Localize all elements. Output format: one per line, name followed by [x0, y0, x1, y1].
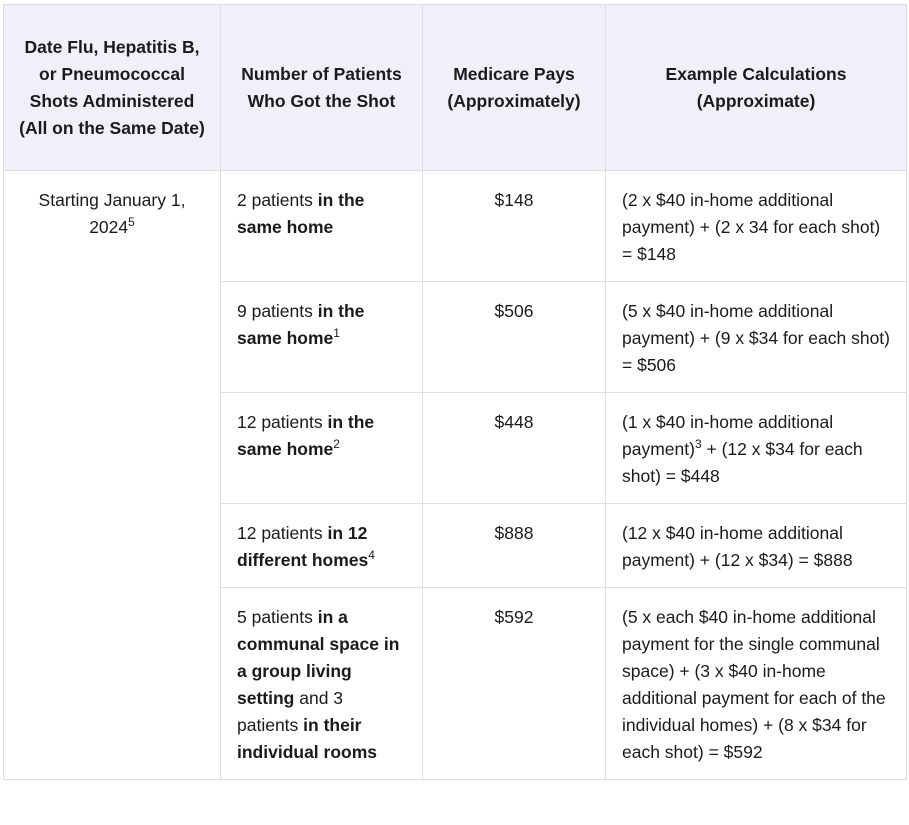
patients-cell — [221, 393, 423, 504]
medicare-pays-cell: $506 — [423, 282, 606, 393]
header-medicare-pays: Medicare Pays (Approximately) — [423, 5, 606, 171]
medicare-pays-cell: $448 — [423, 393, 606, 504]
patients-location-2: in their individual rooms — [237, 715, 378, 762]
header-patients: Number of Patients Who Got the Shot — [221, 5, 423, 171]
calculation-cell — [606, 171, 907, 282]
calculation-text: (1 x $40 in-home additional payment) — [622, 412, 834, 459]
footnote-marker: 3 — [694, 437, 702, 452]
patients-cell — [221, 504, 423, 588]
patients-cell — [221, 282, 423, 393]
footnote-marker: 4 — [368, 548, 375, 563]
patients-count: 5 patients — [237, 607, 318, 627]
calculation-text: (2 x $40 in-home additional payment) + (2 x 34 for each shot) = $148 — [622, 190, 881, 264]
footnote-marker: 5 — [128, 215, 135, 230]
footnote-marker: 1 — [333, 326, 340, 341]
calculation-cell — [606, 504, 907, 588]
patients-location: in the same home — [237, 301, 365, 348]
patients-count: 12 patients — [237, 412, 328, 432]
date-cell — [4, 171, 221, 780]
patients-count-2: and 3 patients — [237, 688, 344, 735]
header-date: Date Flu, Hepatitis B, or Pneumococcal Shots Administered (All on the Same Date) — [4, 5, 221, 171]
calculation-cell — [606, 588, 907, 780]
footnote-marker: 2 — [333, 437, 340, 452]
calculation-text-cont: + (12 x $34 for each shot) = $448 — [622, 439, 863, 486]
calculation-text: (5 x each $40 in-home additional payment for the single communal space) + (3 x $40 in-home additional payment for each of the individual homes) + (8 x $34 for each shot) = $592 — [622, 607, 886, 762]
patients-location: in a communal space in a group living setting — [237, 607, 400, 708]
medicare-pays-cell: $888 — [423, 504, 606, 588]
calculation-text: (12 x $40 in-home additional payment) + (12 x $34) = $888 — [622, 523, 853, 570]
patients-count: 2 patients — [237, 190, 318, 210]
header-example-calculations: Example Calculations (Approximate) — [606, 5, 907, 171]
patients-count: 9 patients — [237, 301, 318, 321]
medicare-shots-table — [3, 4, 907, 780]
table-header-row — [4, 5, 907, 171]
calculation-cell — [606, 282, 907, 393]
date-text: Starting January 1, 2024 — [38, 190, 186, 237]
patients-cell — [221, 171, 423, 282]
table-row — [4, 171, 907, 282]
patients-location: in the same home — [237, 412, 375, 459]
patients-count: 12 patients — [237, 523, 328, 543]
medicare-pays-cell: $592 — [423, 588, 606, 780]
patients-location: in 12 different homes — [237, 523, 369, 570]
calculation-cell — [606, 393, 907, 504]
patients-cell — [221, 588, 423, 780]
calculation-text: (5 x $40 in-home additional payment) + (9 x $34 for each shot) = $506 — [622, 301, 890, 375]
medicare-pays-cell: $148 — [423, 171, 606, 282]
patients-location: in the same home — [237, 190, 365, 237]
